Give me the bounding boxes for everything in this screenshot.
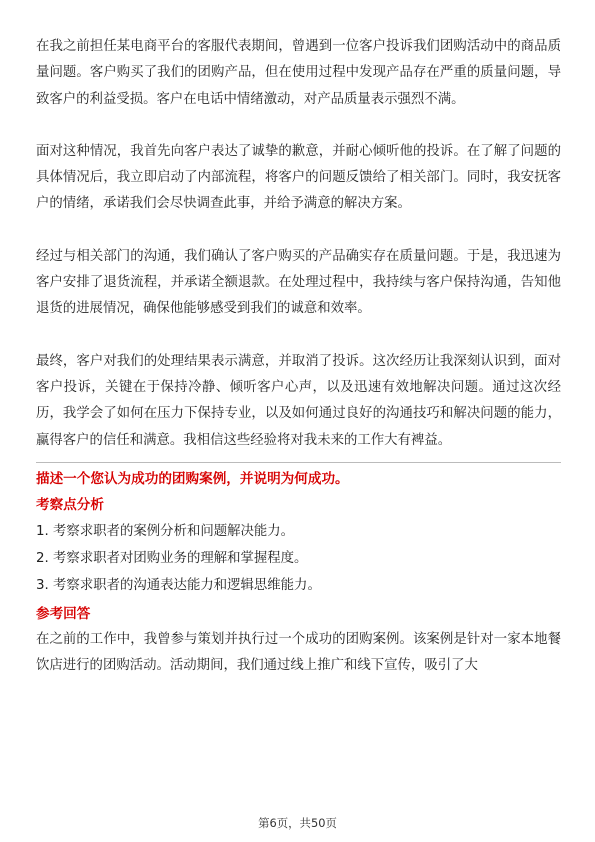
question-heading: 描述一个您认为成功的团购案例，并说明为何成功。: [36, 462, 561, 490]
analysis-item-3: 3. 考察求职者的沟通表达能力和逻辑思维能力。: [36, 577, 321, 593]
body-paragraph-4: 最终，客户对我们的处理结果表示满意，并取消了投诉。这次经历让我深刻认识到，面对客户投诉，关键在于保持冷静、倾听客户心声，以及迅速有效地解决问题。通过这次经历，我学会了如何在压力下保持专业，以及如何通过良好的沟通技巧和解决问题的能力，赢得客户的信任和满意。我相信这些经验将对我未来的工作大有裨益。: [36, 353, 561, 448]
analysis-item-1: 1. 考察求职者的案例分析和问题解决能力。: [36, 523, 295, 539]
body-paragraph-3: 经过与相关部门的沟通，我们确认了客户购买的产品确实存在质量问题。于是，我迅速为客户安排了退货流程，并承诺全额退款。在处理过程中，我持续与客户保持沟通，告知他退货的进展情况，确保他能够感受到我们的诚意和效率。: [36, 248, 561, 317]
analysis-title: 考察点分析: [36, 496, 104, 513]
answer-paragraph: 在之前的工作中，我曾参与策划并执行过一个成功的团购案例。该案例是针对一家本地餐饮店进行的团购活动。活动期间，我们通过线上推广和线下宣传，吸引了大: [36, 631, 561, 674]
analysis-item-2: 2. 考察求职者对团购业务的理解和掌握程度。: [36, 550, 308, 566]
body-paragraph-2: 面对这种情况，我首先向客户表达了诚挚的歉意，并耐心倾听他的投诉。在了解了问题的具体情况后，我立即启动了内部流程，将客户的问题反馈给了相关部门。同时，我安抚客户的情绪，承诺我们会尽快调查此事，并给予满意的解决方案。: [36, 143, 561, 212]
body-paragraph-1: 在我之前担任某电商平台的客服代表期间，曾遇到一位客户投诉我们团购活动中的商品质量问题。客户购买了我们的团购产品，但在使用过程中发现产品存在严重的质量问题，导致客户的利益受损。客户在电话中情绪激动，对产品质量表示强烈不满。: [36, 39, 561, 107]
page-content: [36, 34, 561, 679]
answer-title: 参考回答: [36, 605, 91, 622]
page-footer: 第6页，共50页: [258, 816, 337, 830]
